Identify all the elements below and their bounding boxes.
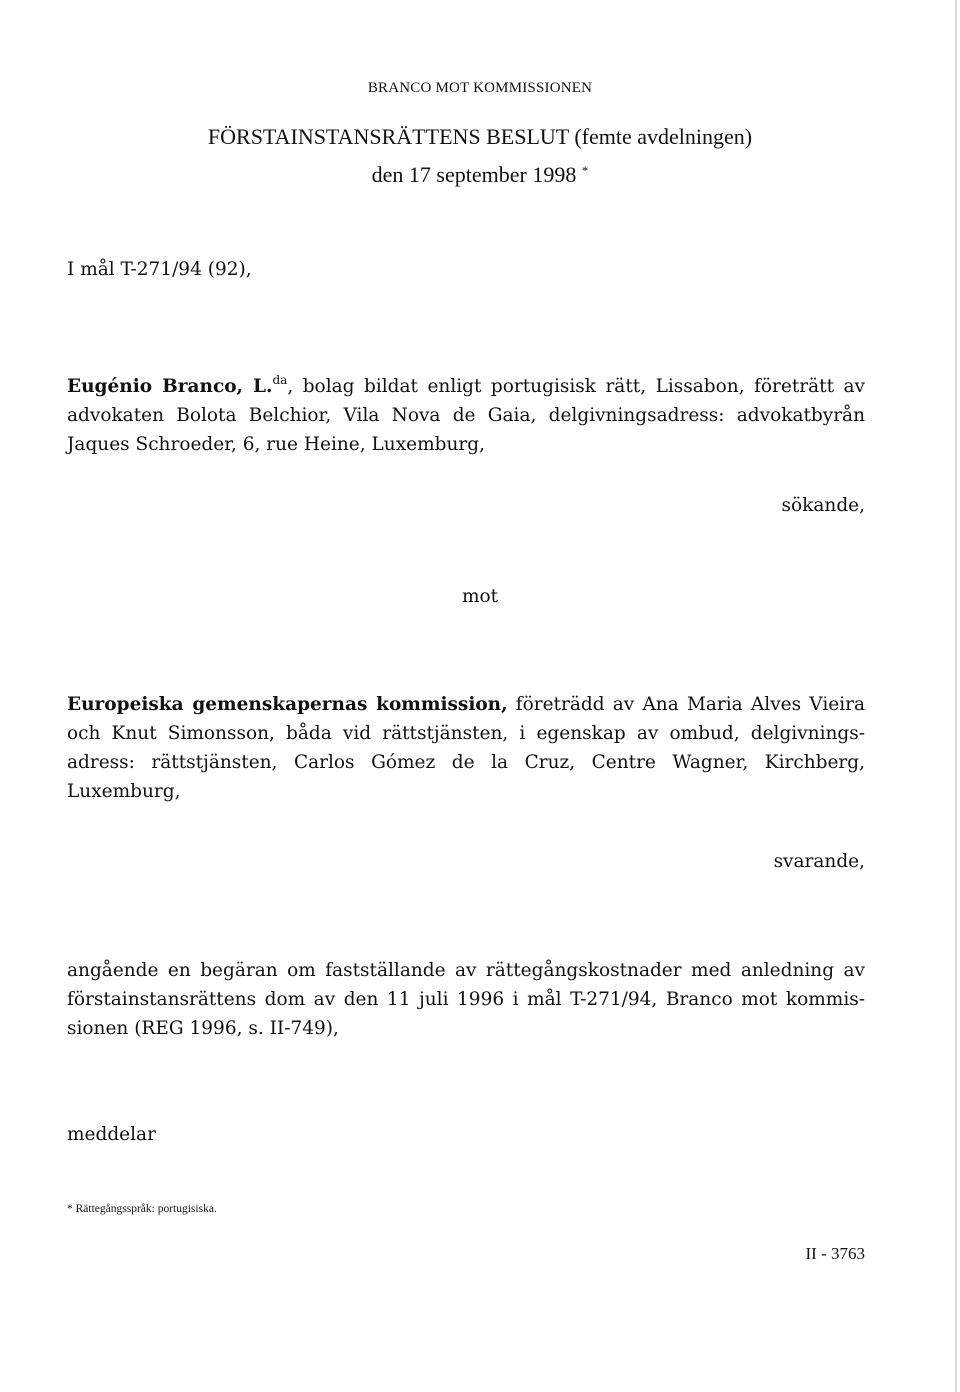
subject-block	[67, 956, 865, 1043]
title-line-1: FÖRSTAINSTANSRÄTTENS BESLUT (femte avdelningen)	[207, 124, 753, 149]
title-footnote-mark: *	[581, 163, 589, 178]
versus-label: mot	[461, 586, 499, 607]
title-line-2	[0, 154, 960, 192]
applicant-name-suffix: da	[272, 373, 288, 387]
defendant-line-2: och Knut Simonsson, båda vid rättstjänsten, i egenskap av ombud, delgivnings-	[67, 723, 865, 744]
footnote: * Rättegångsspråk: portugisiska.	[67, 1203, 217, 1215]
applicant-name: Eugénio Branco, L.	[67, 376, 273, 397]
page-number: II - 3763	[805, 1244, 865, 1263]
defendant-line-1	[67, 690, 865, 719]
defendant-name: Europeiska gemenskapernas kommission,	[67, 694, 508, 715]
applicant-line-3: Jaques Schroeder, 6, rue Heine, Luxemburg,	[67, 434, 485, 455]
running-head: BRANCO MOT KOMMISSIONEN	[367, 80, 593, 96]
applicant-line-1	[67, 366, 865, 401]
decision-word: meddelar	[67, 1124, 156, 1145]
case-number: I mål T-271/94 (92),	[67, 259, 252, 280]
defendant-line-1-rest: företrädd av Ana Maria Alves Vieira	[507, 694, 865, 715]
applicant-role: sökande,	[781, 495, 865, 516]
defendant-block	[67, 690, 865, 806]
subject-line-3: sionen (REG 1996, s. II-749),	[67, 1018, 339, 1039]
applicant-line-2: advokaten Bolota Belchior, Vila Nova de Gaia, delgivningsadress: advokatbyrån	[67, 405, 865, 426]
defendant-role: svarande,	[773, 851, 865, 872]
decision-title	[0, 120, 960, 192]
applicant-line-1-rest: , bolag bildat enligt portugisisk rätt, Lissabon, företrätt av	[287, 376, 865, 397]
subject-line-1: angående en begäran om fastställande av rättegångskostnader med anledning av	[67, 960, 865, 981]
defendant-line-4: Luxemburg,	[67, 781, 181, 802]
subject-line-2: förstainstansrättens dom av den 11 juli 1996 i mål T-271/94, Branco mot kommis-	[67, 989, 865, 1010]
decision-date: den 17 september 1998	[371, 162, 577, 187]
page-edge-line	[955, 0, 957, 1392]
applicant-block	[67, 366, 865, 459]
defendant-line-3: adress: rättstjänsten, Carlos Gómez de la Cruz, Centre Wagner, Kirchberg,	[67, 752, 865, 773]
